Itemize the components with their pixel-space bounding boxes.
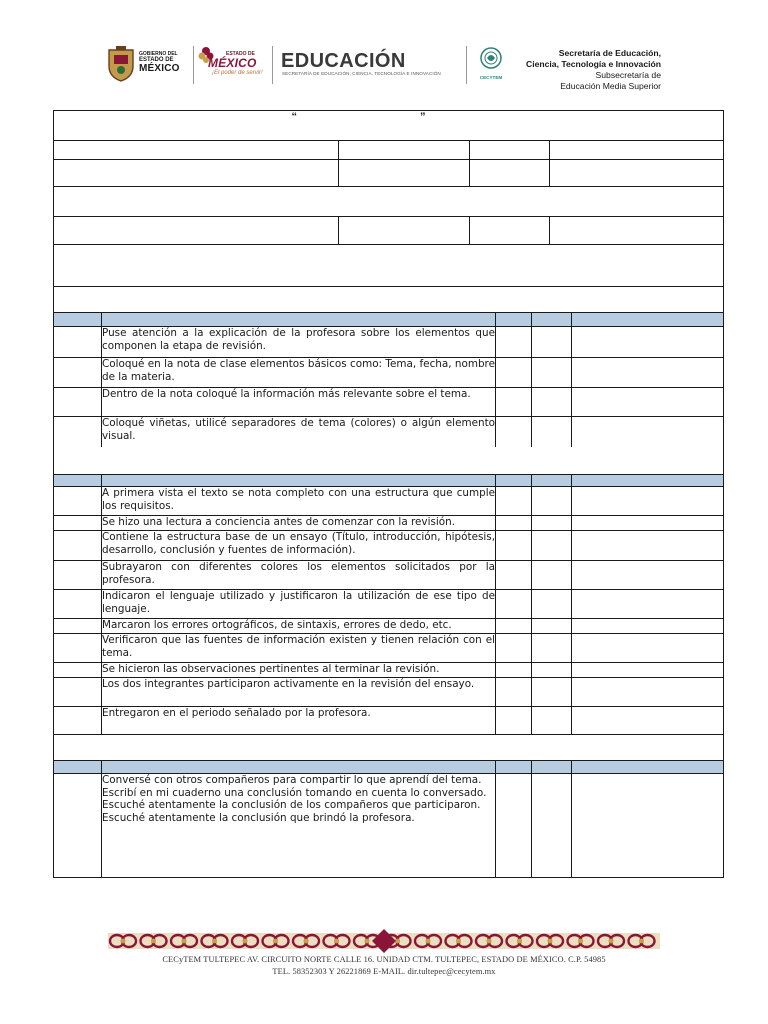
header-divider xyxy=(272,46,273,84)
checklist-yes-cell[interactable] xyxy=(496,707,532,735)
checklist-item-text: A primera vista el texto se nota completo con una estructura que cumple los requisitos. xyxy=(102,487,496,516)
checklist-yes-cell[interactable] xyxy=(496,634,532,663)
checklist-row xyxy=(54,417,724,447)
header-divider xyxy=(466,46,467,84)
checklist-no-cell[interactable] xyxy=(532,327,572,358)
checklist-item-text: Los dos integrantes participaron activamente en la revisión del ensayo. xyxy=(102,678,496,707)
checklist-yes-cell[interactable] xyxy=(496,774,532,878)
checklist-row xyxy=(54,516,724,531)
checklist-observations-cell[interactable] xyxy=(572,487,724,516)
footer-contact: TEL. 58352303 Y 26221869 E-MAIL. dir.tultepec@cecytem.mx xyxy=(272,967,496,976)
checklist-item-text: Puse atención a la explicación de la profesora sobre los elementos que componen la etapa de revisión. xyxy=(102,327,496,358)
checklist-no-cell[interactable] xyxy=(532,707,572,735)
checklist-yes-cell[interactable] xyxy=(496,327,532,358)
checklist-observations-cell[interactable] xyxy=(572,358,724,388)
section-spacer-row xyxy=(54,735,724,761)
footer-address: CECyTEM TULTEPEC AV. CIRCUITO NORTE CALLE 16. UNIDAD CTM. TULTEPEC, ESTADO DE MÉXICO. C.P. 54985 xyxy=(162,955,606,964)
info-value-cell[interactable] xyxy=(339,160,470,187)
educacion-logo-text: EDUCACIÓN xyxy=(281,50,406,72)
info-full-row xyxy=(54,187,724,217)
checklist-no-cell[interactable] xyxy=(532,516,572,531)
section-spacer-row xyxy=(54,447,724,475)
checklist-item-text: Escuché atentamente la conclusión de los compañeros que participaron. xyxy=(102,799,481,812)
checklist-row xyxy=(54,388,724,417)
checklist-item-text: Coloqué en la nota de clase elementos básicos como: Tema, fecha, nombre de la materia. xyxy=(102,358,496,388)
info-value-cell[interactable] xyxy=(550,160,724,187)
edomex-logo-text: MÉXICO xyxy=(208,56,257,70)
checklist-row xyxy=(54,487,724,516)
section-header-row xyxy=(54,761,724,774)
checklist-no-cell[interactable] xyxy=(532,678,572,707)
edomex-small-label: ESTADO DE xyxy=(226,51,255,57)
info-value-cell[interactable] xyxy=(339,141,470,160)
info-row xyxy=(54,160,724,187)
secretaria-block: Secretaría de Educación, Ciencia, Tecnología e Innovación Subsecretaría de Educación Media Superior xyxy=(526,48,661,91)
section-title-row xyxy=(54,287,724,314)
checklist-no-cell[interactable] xyxy=(532,634,572,663)
checklist-row xyxy=(54,634,724,663)
info-label-cell xyxy=(470,160,550,187)
checklist-number-cell xyxy=(54,327,102,358)
info-label-cell xyxy=(54,160,339,187)
checklist-no-cell[interactable] xyxy=(532,590,572,619)
checklist-no-cell[interactable] xyxy=(532,417,572,447)
checklist-item-text: Indicaron el lenguaje utilizado y justificaron la utilización de ese tipo de lenguaje. xyxy=(102,590,496,619)
checklist-item-text: Se hizo una lectura a conciencia antes de comenzar con la revisión. xyxy=(102,516,496,531)
info-full-cell[interactable] xyxy=(54,187,724,217)
checklist-no-cell[interactable] xyxy=(532,487,572,516)
checklist-observations-cell[interactable] xyxy=(572,707,724,735)
checklist-item-text: Dentro de la nota coloqué la información más relevante sobre el tema. xyxy=(102,388,496,417)
footer-ornament-band xyxy=(108,927,660,955)
checklist-no-cell[interactable] xyxy=(532,388,572,417)
checklist-no-cell[interactable] xyxy=(532,619,572,634)
checklist-no-cell[interactable] xyxy=(532,774,572,878)
checklist-observations-cell[interactable] xyxy=(572,531,724,561)
checklist-item-text: Coloqué viñetas, utilicé separadores de tema (colores) o algún elemento visual. xyxy=(102,417,496,447)
checklist-item-text: Entregaron en el periodo señalado por la profesora. xyxy=(102,707,496,735)
instructions-row xyxy=(54,245,724,287)
checklist-item-text: Escribí en mi cuaderno una conclusión tomando en cuenta lo conversado. xyxy=(102,786,487,799)
ornament-center-diamond xyxy=(372,929,396,953)
section-header-row xyxy=(54,313,724,327)
checklist-item-text: Marcaron los errores ortográficos, de sintaxis, errores de dedo, etc. xyxy=(102,619,496,634)
gobierno-logo-text: GOBIERNO DEL ESTADO DE MÉXICO xyxy=(139,51,180,74)
checklist-group-row xyxy=(54,774,724,878)
checklist-row xyxy=(54,678,724,707)
checklist-yes-cell[interactable] xyxy=(496,358,532,388)
checklist-item-text: Conversé con otros compañeros para compartir lo que aprendí del tema. xyxy=(102,774,482,786)
checklist-row xyxy=(54,619,724,634)
document-header xyxy=(0,0,768,105)
info-value-cell[interactable] xyxy=(550,141,724,160)
checklist-observations-cell[interactable] xyxy=(572,327,724,358)
info-label-cell xyxy=(54,217,339,245)
checklist-observations-cell[interactable] xyxy=(572,516,724,531)
info-label-cell xyxy=(470,141,550,160)
checklist-row xyxy=(54,561,724,590)
section-title-cell xyxy=(54,287,724,314)
checklist-row xyxy=(54,663,724,678)
checklist-observations-cell[interactable] xyxy=(572,590,724,619)
checklist-item-text: Se hicieron las observaciones pertinentes al terminar la revisión. xyxy=(102,663,496,678)
checklist-yes-cell[interactable] xyxy=(496,663,532,678)
cecytem-logo-text: CECYTEM xyxy=(479,75,503,80)
checklist-observations-cell[interactable] xyxy=(572,561,724,590)
checklist-row xyxy=(54,358,724,388)
checklist-yes-cell[interactable] xyxy=(496,487,532,516)
checklist-no-cell[interactable] xyxy=(532,663,572,678)
checklist-row xyxy=(54,531,724,561)
form-title-quotes: “ ” xyxy=(54,111,724,141)
checklist-observations-cell[interactable] xyxy=(572,388,724,417)
header-divider xyxy=(193,46,194,84)
instructions-cell[interactable] xyxy=(54,245,724,287)
checklist-yes-cell[interactable] xyxy=(496,388,532,417)
checklist-yes-cell[interactable] xyxy=(496,561,532,590)
checklist-no-cell[interactable] xyxy=(532,358,572,388)
info-row xyxy=(54,217,724,245)
info-value-cell[interactable] xyxy=(550,217,724,245)
checklist-item-text: Escuché atentamente la conclusión que brindó la profesora. xyxy=(102,811,415,824)
info-value-cell[interactable] xyxy=(339,217,470,245)
checklist-yes-cell[interactable] xyxy=(496,531,532,561)
info-label-cell xyxy=(54,141,339,160)
section-header-row xyxy=(54,475,724,487)
checklist-yes-cell[interactable] xyxy=(496,516,532,531)
state-coat-of-arms-icon xyxy=(106,46,136,82)
checklist-observations-cell[interactable] xyxy=(572,678,724,707)
checklist-no-cell[interactable] xyxy=(532,531,572,561)
checklist-yes-cell[interactable] xyxy=(496,590,532,619)
evaluation-form-table xyxy=(53,110,724,314)
checklist-item-text: Contiene la estructura base de un ensayo (Título, introducción, hipótesis, desarrollo, conclusión y fuentes de información). xyxy=(102,531,496,561)
checklist-observations-cell[interactable] xyxy=(572,619,724,634)
checklist-row xyxy=(54,327,724,358)
checklist-observations-cell[interactable] xyxy=(572,417,724,447)
checklist-item-text: Subrayaron con diferentes colores los elementos solicitados por la profesora. xyxy=(102,561,496,590)
checklist-item-text: Verificaron que las fuentes de información existen y tienen relación con el tema. xyxy=(102,634,496,663)
checklist-yes-cell[interactable] xyxy=(496,619,532,634)
checklist-table xyxy=(53,312,724,878)
checklist-observations-cell[interactable] xyxy=(572,634,724,663)
checklist-observations-cell[interactable] xyxy=(572,663,724,678)
info-row xyxy=(54,141,724,160)
edomex-slogan: ¡El poder de servir! xyxy=(212,70,263,76)
checklist-row xyxy=(54,590,724,619)
checklist-item-group xyxy=(102,774,496,878)
educacion-subtitle: SECRETARÍA DE EDUCACIÓN, CIENCIA, TECNOLOGÍA E INNOVACIÓN xyxy=(282,71,441,76)
checklist-row xyxy=(54,707,724,735)
checklist-observations-cell[interactable] xyxy=(572,774,724,878)
info-label-cell xyxy=(470,217,550,245)
form-title-row xyxy=(54,111,724,141)
checklist-yes-cell[interactable] xyxy=(496,417,532,447)
checklist-yes-cell[interactable] xyxy=(496,678,532,707)
checklist-no-cell[interactable] xyxy=(532,561,572,590)
